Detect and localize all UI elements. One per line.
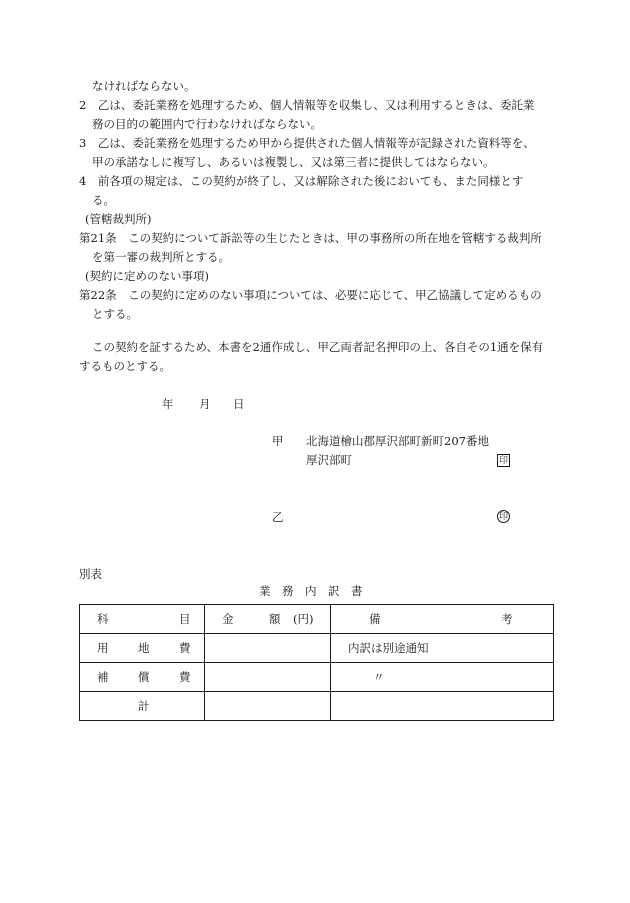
clause-4-line: 4 前各項の規定は、この契約が終了し、又は解除された後においても、また同様とす <box>79 174 524 188</box>
amount-cell <box>205 634 331 663</box>
total-note-cell <box>331 692 554 721</box>
article-22-line: とする。 <box>92 307 138 321</box>
clause-3-line: 3 乙は、委託業務を処理するため甲から提供された個人情報等が記録された資料等を、 <box>79 136 535 150</box>
header-item-left: 科 <box>97 612 109 626</box>
header-amount-unit: (円) <box>293 612 314 626</box>
header-amount-cell <box>205 605 331 634</box>
header-note-right: 考 <box>501 612 513 626</box>
party-kou-name: 厚沢部町 <box>306 453 352 467</box>
party-kou-label: 甲 <box>272 434 284 448</box>
header-item-right: 目 <box>179 612 191 626</box>
party-kou-address: 北海道檜山郡厚沢部町新町207番地 <box>306 434 489 448</box>
clause-text-line: 甲の承諾なしに複写し、あるいは複製し、又は第三者に提供してはならない。 <box>92 155 495 169</box>
article-21-line: 第21条 この契約について訴訟等の生じたときは、甲の事務所の所在地を管轄する裁判所 <box>79 231 542 245</box>
total-label-cell <box>80 692 205 721</box>
total-amount-cell <box>205 692 331 721</box>
date-day: 日 <box>233 397 245 411</box>
seal-square-icon: 印 <box>498 456 508 466</box>
clause-text-line: なければならない。 <box>92 79 196 93</box>
header-amount-left: 金 <box>222 612 234 626</box>
article-22-line: 第22条 この契約に定めのない事項については、必要に応じて、甲乙協議して定めるもの <box>79 288 542 302</box>
note-cell <box>331 634 554 663</box>
table-header-row <box>80 605 554 634</box>
item-char: 用 <box>97 641 109 655</box>
item-cell <box>80 634 205 663</box>
seal-circle-icon: 印 <box>498 512 508 522</box>
amount-cell <box>205 663 331 692</box>
header-note-cell <box>331 605 554 634</box>
article-22-heading: (契約に定めのない事項) <box>85 269 209 283</box>
note-value: 内訳は別途通知 <box>348 641 429 655</box>
article-21-heading: (管轄裁判所) <box>85 212 152 226</box>
item-char: 費 <box>179 670 191 684</box>
table-total-row <box>80 692 554 721</box>
item-char: 償 <box>138 670 150 684</box>
item-char: 地 <box>138 641 150 655</box>
header-note-left: 備 <box>369 612 381 626</box>
date-month: 月 <box>199 397 211 411</box>
note-value: 〃 <box>373 670 385 684</box>
appendix-label: 別表 <box>79 567 102 581</box>
header-amount-mid: 額 <box>269 612 281 626</box>
item-char: 補 <box>97 670 109 684</box>
table-row <box>80 634 554 663</box>
header-item-cell <box>80 605 205 634</box>
closing-paragraph-line: この契約を証するため、本書を2通作成し、甲乙両者記名押印の上、各自その1通を保有 <box>92 340 544 354</box>
clause-text-line: 務の目的の範囲内で行わなければならない。 <box>92 117 322 131</box>
total-label: 計 <box>138 699 150 713</box>
table-row <box>80 663 554 692</box>
item-cell <box>80 663 205 692</box>
note-cell <box>331 663 554 692</box>
article-21-line: を第一審の裁判所とする。 <box>92 250 230 264</box>
appendix-title: 業 務 内 訳 書 <box>259 584 363 598</box>
clause-text-line: る。 <box>92 193 115 207</box>
party-otsu-label: 乙 <box>272 510 284 524</box>
date-year: 年 <box>162 397 174 411</box>
breakdown-table <box>79 604 554 721</box>
item-char: 費 <box>179 641 191 655</box>
clause-2-line: 2 乙は、委託業務を処理するため、個人情報等を収集し、又は利用するときは、委託業 <box>79 98 535 112</box>
closing-paragraph-line: するものとする。 <box>79 359 171 373</box>
